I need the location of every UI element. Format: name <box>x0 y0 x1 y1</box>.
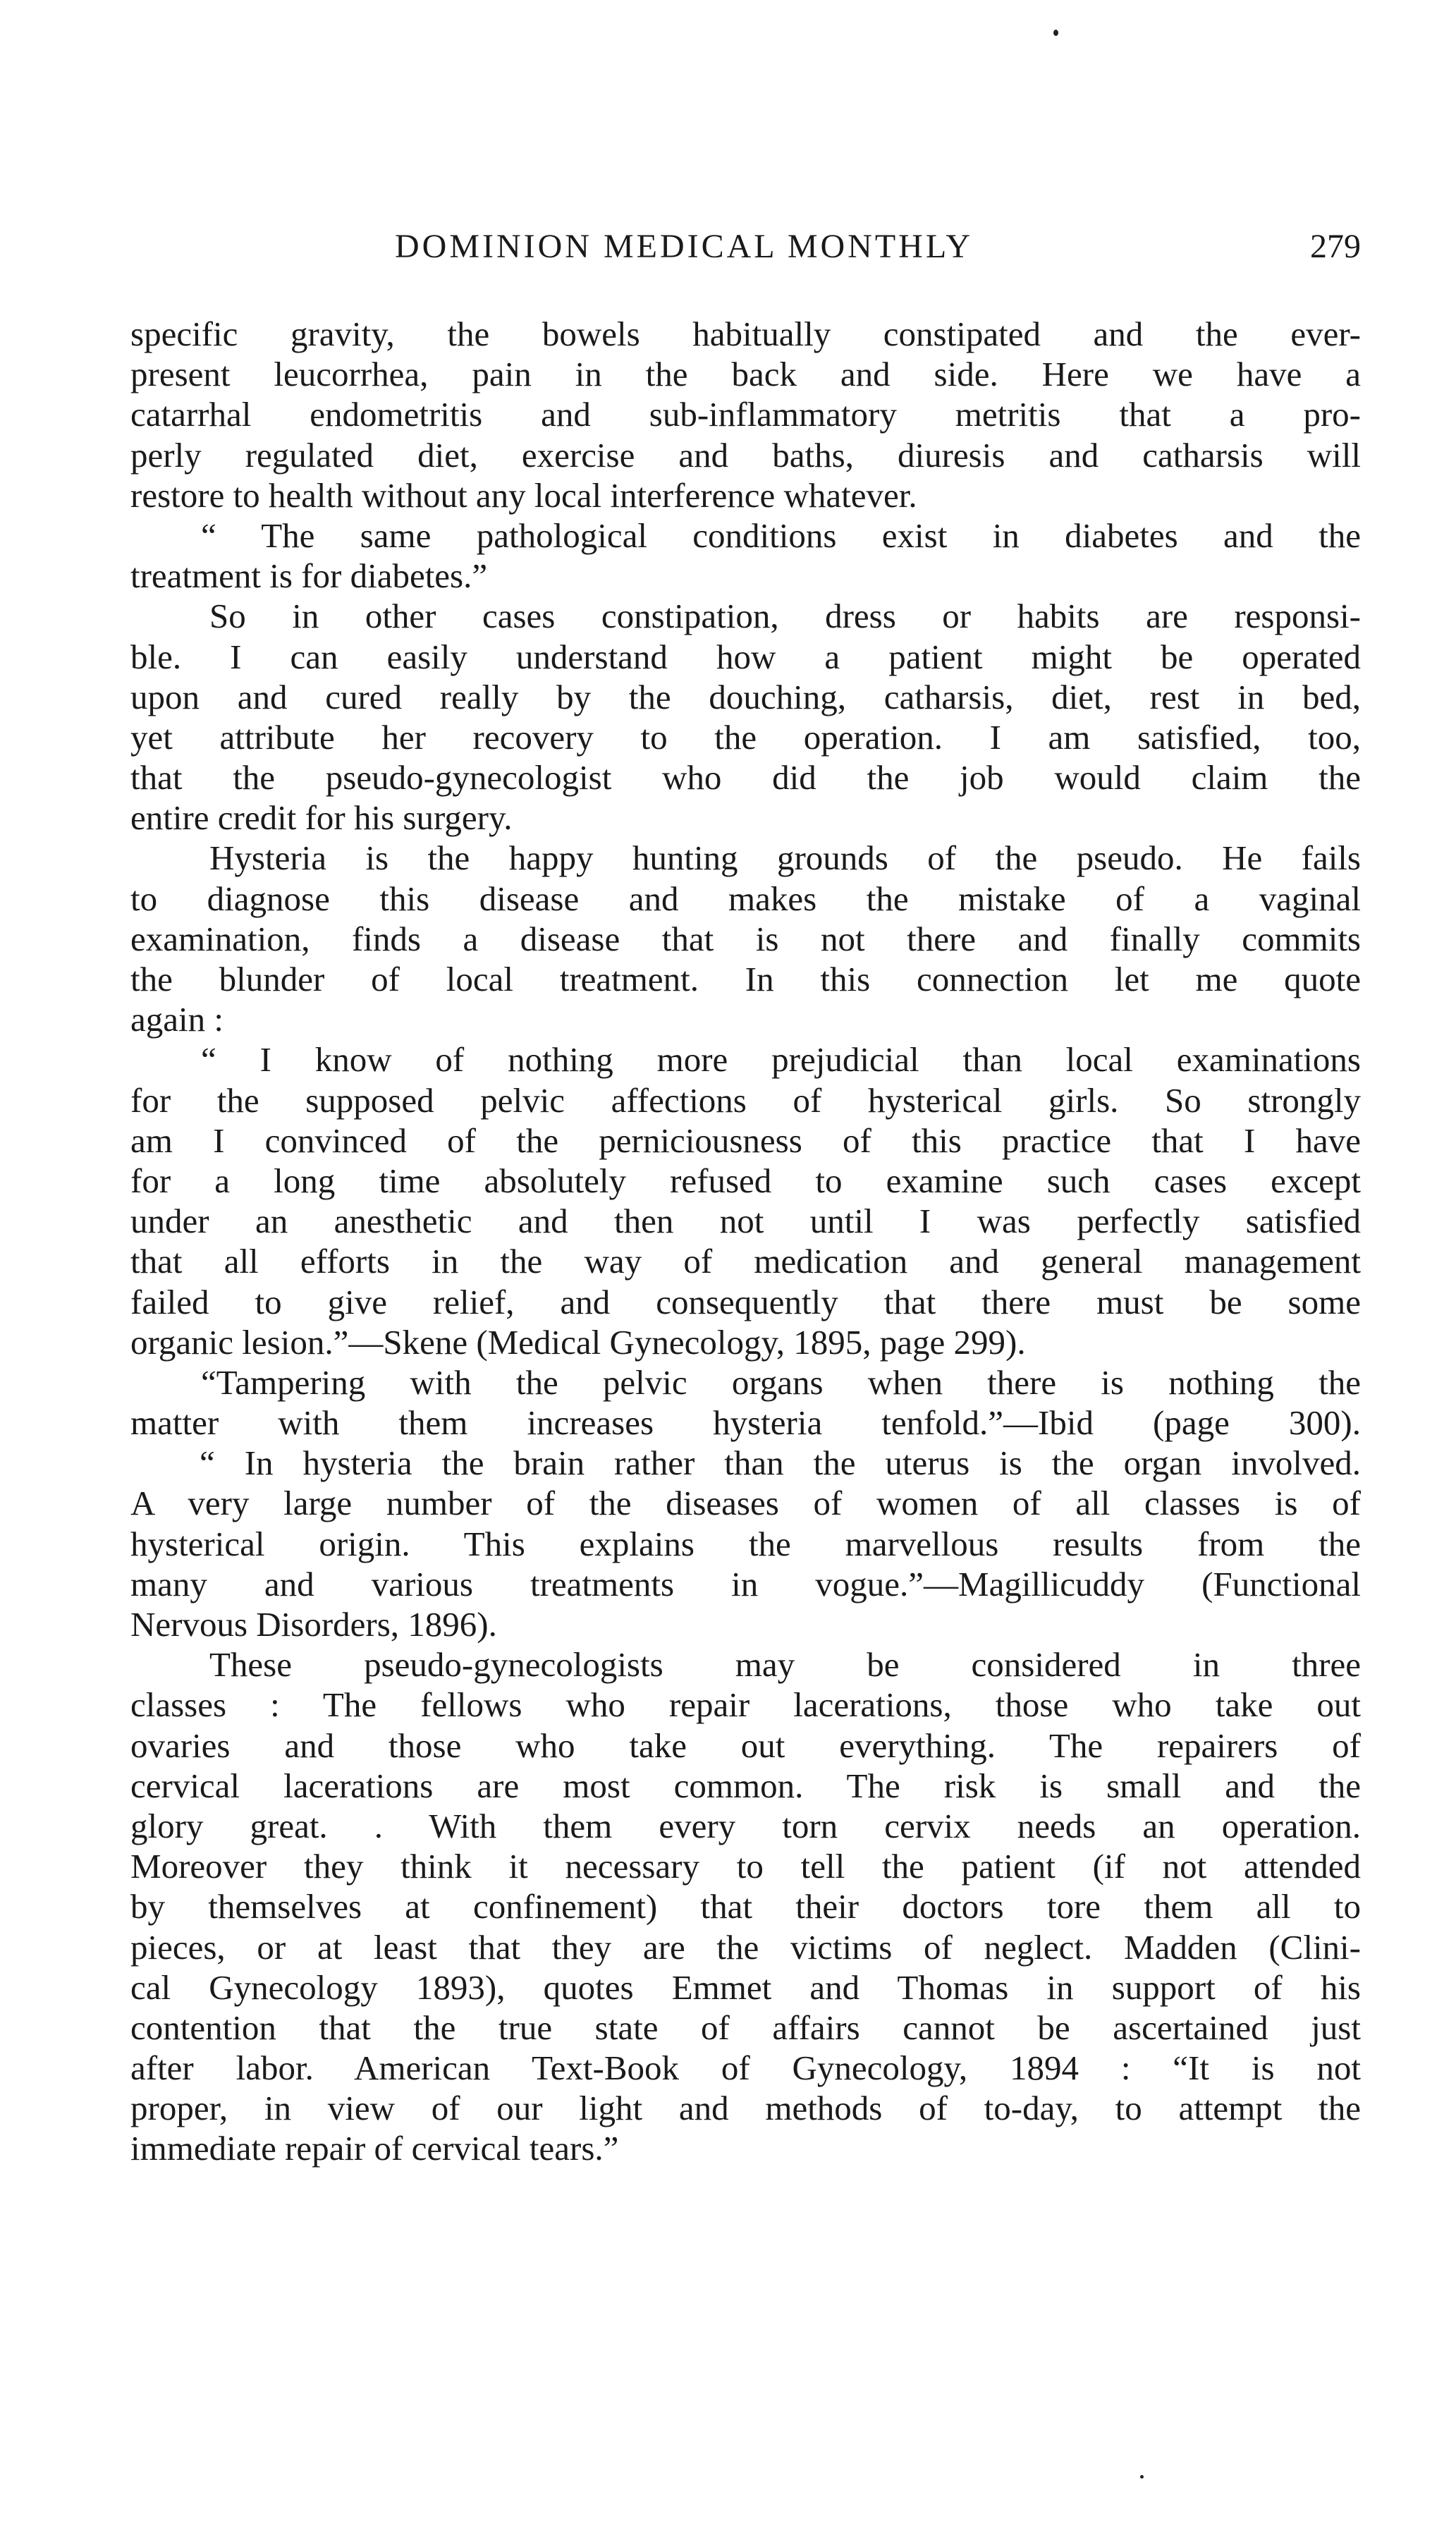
text-line: examination, finds a disease that is not there and finally commits <box>130 919 1361 958</box>
text-line: “ I know of nothing more prejudicial than local examinations <box>201 1040 1361 1080</box>
text-line: immediate repair of cervical tears.” <box>130 2129 619 2168</box>
text-line: cal Gynecology 1893), quotes Emmet and Thomas in support of his <box>130 1967 1361 2007</box>
text-line: specific gravity, the bowels habitually constipated and the ever- <box>130 314 1361 353</box>
text-line: that the pseudo-gynecologist who did the job would claim the <box>130 758 1361 798</box>
text-line: treatment is for diabetes.” <box>130 556 488 596</box>
text-line: classes : The fellows who repair lacerations, those who take out <box>130 1685 1361 1725</box>
text-line: ovaries and those who take out everything. The repairers of <box>130 1725 1361 1765</box>
page-number: 279 <box>1310 228 1361 265</box>
text-line: after labor. American Text-Book of Gynecology, 1894 : “It is not <box>130 2048 1361 2088</box>
print-speck-bottom <box>1140 2475 1144 2479</box>
text-line: upon and cured really by the douching, catharsis, diet, rest in bed, <box>130 677 1361 716</box>
text-line: entire credit for his surgery. <box>130 798 513 838</box>
text-line: catarrhal endometritis and sub-inflammatory metritis that a pro- <box>130 395 1361 434</box>
text-line: organic lesion.”—Skene (Medical Gynecology, 1895, page 299). <box>130 1322 1026 1362</box>
text-line: Nervous Disorders, 1896). <box>130 1605 497 1644</box>
paragraph <box>130 314 1361 515</box>
text-line: present leucorrhea, pain in the back and side. Here we have a <box>130 355 1361 394</box>
text-line: pieces, or at least that they are the victims of neglect. Madden (Clini- <box>130 1927 1361 1967</box>
text-line: am I convinced of the perniciousness of this practice that I have <box>130 1120 1361 1160</box>
text-line: many and various treatments in vogue.”—Magillicuddy (Functional <box>130 1564 1361 1603</box>
text-line: the blunder of local treatment. In this connection let me quote <box>130 960 1361 998</box>
paragraph <box>130 515 1361 596</box>
text-line: to diagnose this disease and makes the mistake of a vaginal <box>130 879 1361 918</box>
paragraph <box>130 1039 1361 1362</box>
text-line: ble. I can easily understand how a patient might be operated <box>130 637 1361 676</box>
text-line: by themselves at confinement) that their doctors tore them all to <box>130 1887 1361 1926</box>
print-speck-top <box>1053 30 1058 36</box>
paragraph <box>130 596 1361 838</box>
text-line: contention that the true state of affairs cannot be ascertained just <box>130 2008 1361 2047</box>
text-line: that all efforts in the way of medication and general management <box>130 1242 1361 1281</box>
text-line: “ The same pathological conditions exist in diabetes and the <box>201 515 1361 555</box>
text-line: again : <box>130 1000 224 1039</box>
paragraph <box>130 1362 1361 1443</box>
text-line: perly regulated diet, exercise and baths, diuresis and catharsis will <box>130 435 1361 475</box>
text-line: hysterical origin. This explains the marvellous results from the <box>130 1524 1361 1563</box>
text-line: restore to health without any local interference whatever. <box>130 475 917 515</box>
page-header <box>130 227 1361 269</box>
text-line: “ In hysteria the brain rather than the uterus is the organ involved. <box>200 1443 1361 1483</box>
text-line: glory great. . With them every torn cervix needs an operation. <box>130 1806 1361 1845</box>
text-line: So in other cases constipation, dress or habits are responsi- <box>209 597 1361 636</box>
paragraph <box>130 1644 1361 2168</box>
text-line: Hysteria is the happy hunting grounds of the pseudo. He fails <box>209 838 1361 878</box>
text-line: yet attribute her recovery to the operation. I am satisfied, too, <box>130 717 1361 757</box>
paragraph <box>130 838 1361 1039</box>
text-line: failed to give relief, and consequently that there must be some <box>130 1282 1361 1321</box>
text-line: cervical lacerations are most common. The risk is small and the <box>130 1766 1361 1805</box>
text-line: A very large number of the diseases of women of all classes is of <box>130 1484 1361 1523</box>
text-line: for the supposed pelvic affections of hysterical girls. So strongly <box>130 1080 1361 1120</box>
text-line: Moreover they think it necessary to tell the patient (if not attended <box>130 1847 1361 1886</box>
text-line: for a long time absolutely refused to examine such cases except <box>130 1161 1361 1200</box>
running-head: DOMINION MEDICAL MONTHLY <box>395 228 974 265</box>
text-line: proper, in view of our light and methods of to-day, to attempt the <box>130 2089 1361 2128</box>
text-line: “Tampering with the pelvic organs when there is nothing the <box>201 1362 1361 1402</box>
article-body <box>130 314 1361 2169</box>
paragraph <box>130 1443 1361 1644</box>
text-line: under an anesthetic and then not until I was perfectly satisfied <box>130 1202 1361 1241</box>
text-line: These pseudo-gynecologists may be considered in three <box>209 1645 1361 1685</box>
text-line: matter with them increases hysteria tenfold.”—Ibid (page 300). <box>130 1403 1361 1443</box>
